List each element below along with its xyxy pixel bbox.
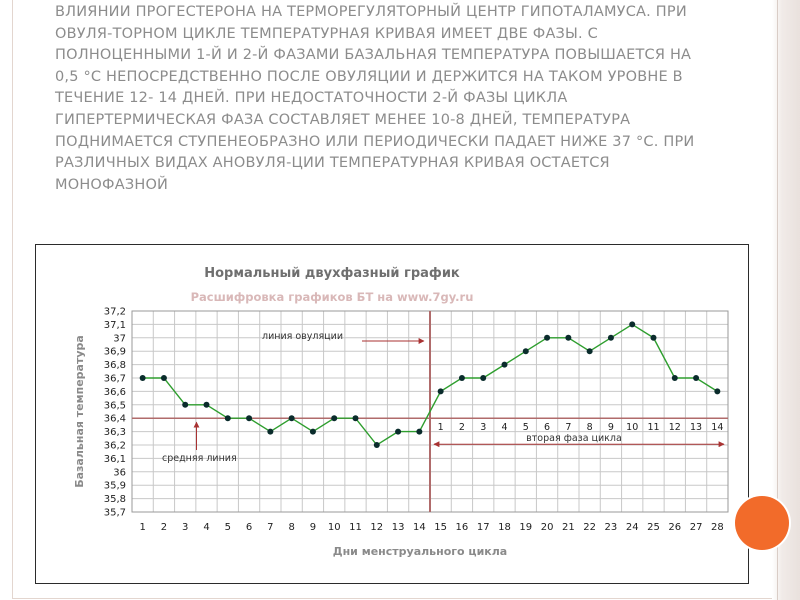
data-point — [693, 375, 699, 381]
second-phase-day-number: 8 — [586, 422, 593, 434]
data-point — [225, 415, 231, 421]
second-phase-day-number: 5 — [522, 422, 529, 434]
y-tick-label: 36,3 — [103, 427, 126, 439]
x-tick-label: 2 — [160, 522, 168, 533]
x-tick-label: 22 — [583, 522, 597, 533]
data-point — [629, 321, 635, 327]
chart-title: Нормальный двухфазный график — [204, 266, 460, 281]
x-tick-label: 24 — [625, 522, 639, 533]
x-tick-label: 6 — [245, 522, 253, 533]
y-tick-label: 37 — [113, 333, 126, 345]
x-tick-label: 4 — [203, 522, 210, 533]
second-phase-day-number: 6 — [544, 422, 551, 434]
second-phase-day-number: 9 — [607, 422, 614, 434]
data-point — [204, 402, 210, 408]
x-axis-title: Дни менструального цикла — [332, 545, 508, 558]
y-tick-label: 35,8 — [103, 494, 126, 506]
second-phase-day-number: 12 — [668, 422, 681, 434]
data-point — [714, 388, 720, 394]
second-phase-label: вторая фаза цикла — [526, 433, 622, 445]
data-point — [544, 335, 550, 341]
x-tick-label: 15 — [434, 522, 448, 533]
x-tick-label: 23 — [604, 522, 618, 533]
data-point — [289, 415, 295, 421]
x-tick-label: 18 — [498, 522, 511, 533]
x-tick-label: 14 — [412, 522, 426, 533]
ovulation-line-label: линия овуляции — [262, 331, 344, 342]
y-tick-label: 36,8 — [103, 360, 126, 372]
x-tick-label: 13 — [391, 522, 405, 533]
x-tick-label: 28 — [710, 522, 724, 533]
average-line-label: средняя линия — [162, 453, 237, 464]
data-point — [246, 415, 252, 421]
data-point — [140, 375, 146, 381]
second-phase-day-number: 13 — [690, 422, 703, 434]
data-point — [608, 335, 614, 341]
slide-body-text: ВЛИЯНИИ ПРОГЕСТЕРОНА НА ТЕРМОРЕГУЛЯТОРНЫЙ ЦЕНТР ГИПОТАЛАМУСА. ПРИ ОВУЛЯ-ТОРНОМ ЦИКЛЕ ТЕМПЕРАТУРНАЯ КРИВАЯ ИМЕЕТ ДВЕ ФАЗЫ. С ПОЛНОЦЕННЫМИ 1-Й И 2-Й ФАЗАМИ БАЗАЛЬНАЯ ТЕМПЕРАТУРА ПОВЫШАЕТСЯ НА 0,5 °С НЕПОСРЕДСТВЕННО ПОСЛЕ ОВУЛЯЦИИ И ДЕРЖИТСЯ НА ТАКОМ УРОВНЕ В ТЕЧЕНИЕ 12- 14 ДНЕЙ. ПРИ НЕДОСТАТОЧНОСТИ 2-Й ФАЗЫ ЦИКЛА ГИПЕРТЕРМИЧЕСКАЯ ФАЗА СОСТАВЛЯЕТ МЕНЕЕ 10-8 ДНЕЙ, ТЕМПЕРАТУРА ПОДНИМАЕТСЯ СТУПЕНЕОБРАЗНО ИЛИ ПЕРИОДИЧЕСКИ ПАДАЕТ НИЖЕ 37 °С. ПРИ РАЗЛИЧНЫХ ВИДАХ АНОВУЛЯ-ЦИИ ТЕМПЕРАТУРНАЯ КРИВАЯ ОСТАЕТСЯ МОНОФАЗНОЙ — [55, 4, 695, 193]
data-point — [587, 348, 593, 354]
chart-container — [35, 244, 749, 584]
data-point — [651, 335, 657, 341]
y-tick-label: 36,1 — [103, 453, 126, 465]
data-point — [438, 388, 444, 394]
data-point — [565, 335, 571, 341]
x-tick-label: 26 — [668, 522, 682, 533]
x-tick-label: 20 — [540, 522, 554, 533]
second-phase-day-number: 4 — [501, 422, 508, 434]
x-tick-label: 25 — [647, 522, 660, 533]
data-point — [310, 429, 316, 435]
y-tick-label: 36,2 — [103, 440, 126, 452]
x-tick-label: 11 — [349, 522, 362, 533]
x-tick-label: 9 — [309, 522, 317, 533]
data-point — [182, 402, 188, 408]
x-tick-label: 19 — [519, 522, 533, 533]
data-point — [353, 415, 359, 421]
basal-temperature-chart — [36, 245, 748, 583]
x-tick-label: 12 — [370, 522, 384, 533]
y-tick-label: 35,7 — [103, 507, 126, 519]
data-point — [395, 429, 401, 435]
data-point — [459, 375, 465, 381]
y-tick-label: 36,5 — [103, 400, 126, 412]
data-point — [672, 375, 678, 381]
y-tick-label: 35,9 — [103, 480, 126, 492]
y-tick-label: 36,7 — [103, 373, 126, 385]
x-tick-label: 16 — [455, 522, 469, 533]
x-tick-label: 5 — [224, 522, 231, 533]
x-tick-label: 10 — [327, 522, 341, 533]
data-point — [502, 362, 508, 368]
x-tick-label: 7 — [267, 522, 274, 533]
y-axis-title: Базальная температура — [73, 335, 86, 488]
second-phase-day-number: 10 — [626, 422, 639, 434]
chart-subtitle: Расшифровка графиков БТ на www.7gy.ru — [190, 290, 474, 304]
second-phase-day-number: 2 — [458, 422, 465, 434]
second-phase-day-number: 11 — [647, 422, 660, 434]
data-point — [480, 375, 486, 381]
y-tick-label: 36 — [113, 467, 126, 479]
y-tick-label: 36,9 — [103, 346, 126, 358]
orange-circle-decoration — [735, 496, 789, 550]
second-phase-day-number: 14 — [711, 422, 724, 434]
data-point — [374, 442, 380, 448]
data-point — [267, 429, 273, 435]
y-tick-label: 36,6 — [103, 386, 126, 398]
second-phase-day-number: 3 — [480, 422, 487, 434]
data-point — [523, 348, 529, 354]
y-tick-label: 37,2 — [103, 306, 126, 318]
x-tick-label: 3 — [182, 522, 189, 533]
x-tick-label: 1 — [139, 522, 146, 533]
y-tick-label: 36,4 — [103, 413, 126, 425]
data-point — [161, 375, 167, 381]
y-tick-label: 37,1 — [103, 319, 126, 331]
x-tick-label: 17 — [476, 522, 490, 533]
x-tick-label: 8 — [288, 522, 295, 533]
x-tick-label: 21 — [561, 522, 575, 533]
data-point — [416, 429, 422, 435]
second-phase-day-number: 7 — [565, 422, 572, 434]
data-point — [331, 415, 337, 421]
x-tick-label: 27 — [689, 522, 703, 533]
second-phase-day-number: 1 — [437, 422, 444, 434]
